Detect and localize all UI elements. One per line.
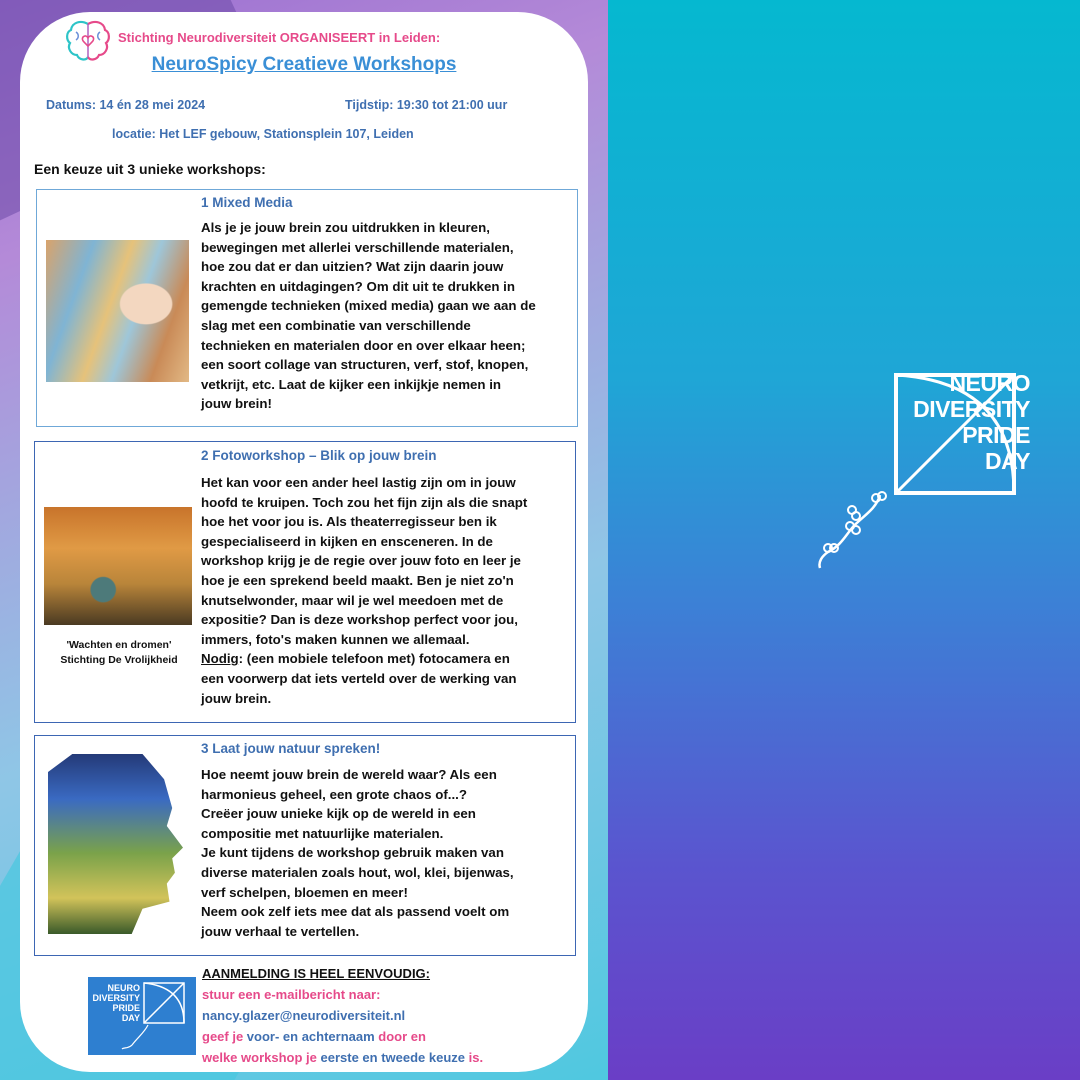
workshop-1-title: 1 Mixed Media	[201, 195, 293, 210]
svg-text:PRIDE: PRIDE	[112, 1003, 140, 1013]
neurodiversity-pride-day-logo	[740, 370, 1030, 580]
photo-caption: 'Wachten en dromen' Stichting De Vrolijkheid	[60, 639, 178, 666]
workshop-3-text: Hoe neemt jouw brein de wereld waar? Als een harmonieus geheel, een grote chaos of...? Creëer jouw unieke kijk op de wereld in een compositie met natuurlijke materialen. Je kunt tijdens de workshop gebruik maken van diverse materialen zoals hout, wol, klei, bijenwas, verf schelpen, bloemen en meer! Neem ook zelf iets mee dat als passend voelt om jouw verhaal te vertellen.	[201, 767, 514, 939]
small-pride-logo	[88, 977, 196, 1055]
flyer-card	[20, 12, 588, 1072]
logo-graphic	[740, 370, 1030, 580]
page-title: NeuroSpicy Creatieve Workshops	[151, 54, 457, 75]
registration-text: AANMELDING IS HEEL EENVOUDIG: stuur een e-mailbericht naar: nancy.glazer@neurodiversiteit.nl geef je voor- en achternaam door en welke workshop je eerste en tweede keuze is.	[202, 963, 483, 1068]
choice-heading: Een keuze uit 3 unieke workshops:	[34, 161, 266, 177]
nodig-label: Nodig	[201, 651, 239, 667]
workshop-2-text: Het kan voor een ander heel lastig zijn om in jouw hoofd te kruipen. Toch zou het fijn zijn als die snapt hoe het voor jou is. Als theaterregisseur ben ik gespecialiseerd in kijken en ensceneren. In de workshop krijg je de regie over jouw foto en leer je hoe je een sprekend beeld maakt. Ben je niet zo'n knutselwonder, maar wil je wel meedoen met de expositie? Dan is deze workshop perfect voor jou, immers, foto's maken kunnen we allemaal. Nodig: (een mobiele telefoon met) fotocamera en een voorwerp dat iets verteld over de werking van jouw brein.	[201, 475, 528, 706]
workshop-1-text: Als je je jouw brein zou uitdrukken in kleuren, bewegingen met allerlei verschillende materialen, hoe zou dat er dan uitzien? Wat zijn daarin jouw krachten en uitdagingen? Om dit uit te drukken in gemengde technieken (mixed media) gaan we aan de slag met een combinatie van verschillende technieken en materialen door en over elkaar heen; een soort collage van structuren, verf, stof, knopen, vetkrijt, etc. Laat de kijker een inkijkje nemen in jouw brein!	[201, 220, 536, 412]
workshop-2-title: 2 Fotoworkshop – Blik op jouw brein	[201, 448, 437, 463]
svg-text:DAY: DAY	[121, 1013, 140, 1023]
location-text: locatie: Het LEF gebouw, Stationsplein 107, Leiden	[112, 127, 414, 141]
dates-text: Datums: 14 én 28 mei 2024	[46, 98, 206, 112]
email-link[interactable]: nancy.glazer@neurodiversiteit.nl	[202, 1008, 406, 1023]
svg-text:NEURO: NEURO	[107, 983, 140, 993]
time-text: Tijdstip: 19:30 tot 21:00 uur	[345, 98, 508, 112]
photo-workshop-image	[44, 507, 192, 625]
registration-heading: AANMELDING IS HEEL EENVOUDIG:	[202, 966, 431, 981]
organizer-line: Stichting Neurodiversiteit ORGANISEERT in Leiden:	[118, 30, 441, 45]
logo-wordmark: NEURO DIVERSITY PRIDE DAY	[913, 370, 1030, 474]
small-logo-graphic	[88, 977, 196, 1055]
mixed-media-image	[46, 240, 189, 382]
workshop-3-title: 3 Laat jouw natuur spreken!	[201, 741, 381, 756]
svg-text:DIVERSITY: DIVERSITY	[92, 993, 140, 1003]
